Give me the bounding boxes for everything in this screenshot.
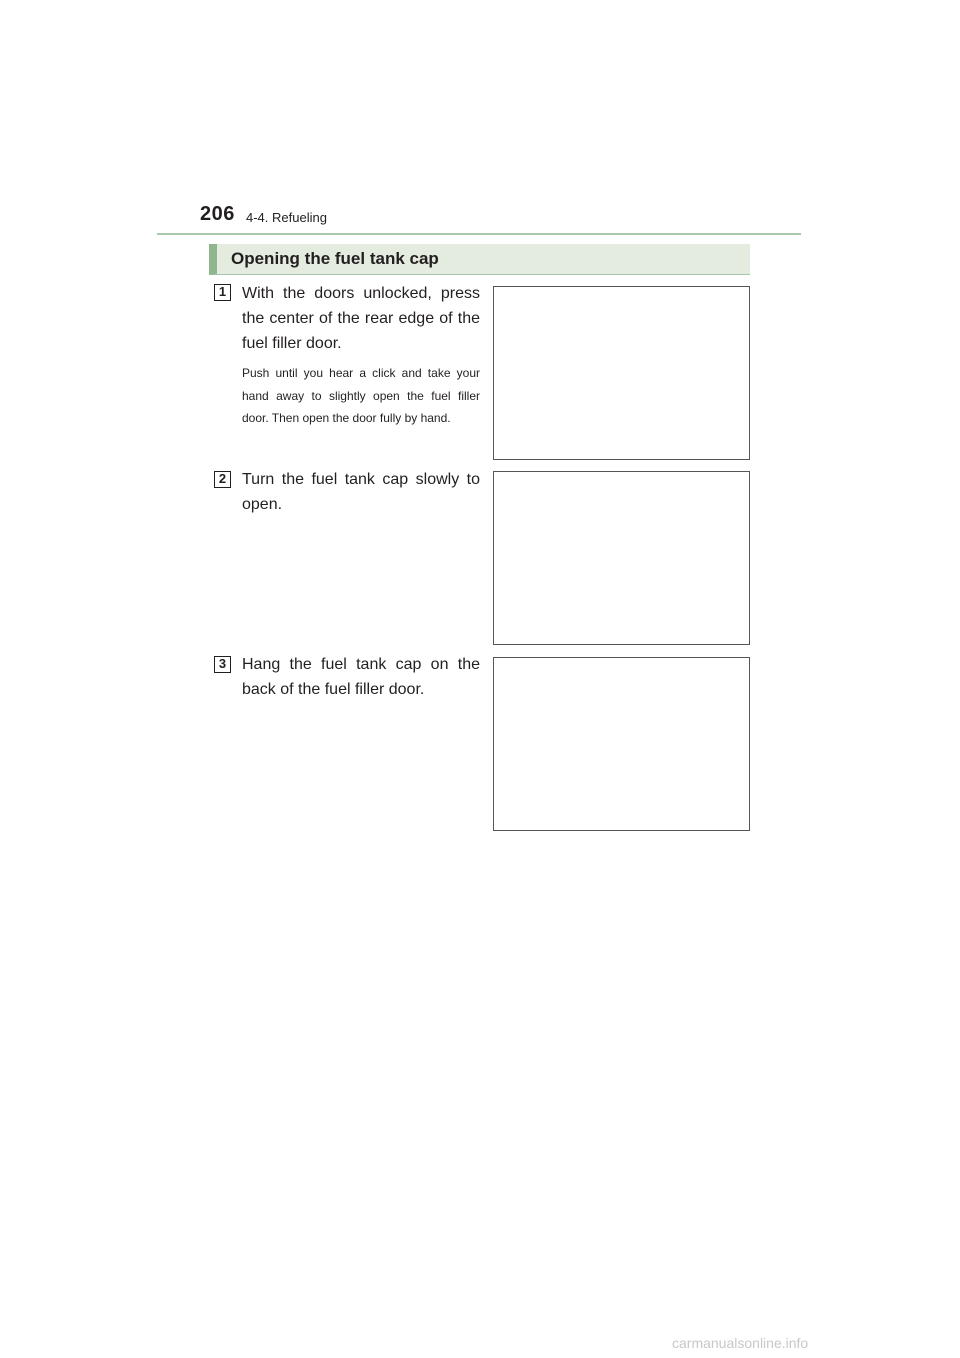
step-1-text: With the doors unlocked, press the center of the rear edge of the fuel filler door. [242,285,480,352]
watermark: carmanualsonline.info [672,1335,809,1351]
step-number-1: 1 [214,284,231,301]
step-2-figure [493,471,750,645]
step-number-3: 3 [214,656,231,673]
step-number-2: 2 [214,471,231,488]
step-1-figure [493,286,750,460]
step-3-figure [493,657,750,831]
step-2-text: Turn the fuel tank cap slowly to open. [242,471,480,513]
header-rule [157,233,801,235]
section-label: 4-4. Refueling [246,210,327,225]
step-1-note: Push until you hear a click and take your hand away to slightly open the fuel filler door. Then open the door fully by hand. [242,366,480,425]
section-heading: Opening the fuel tank cap [231,249,439,268]
step-3-text: Hang the fuel tank cap on the back of the fuel filler door. [242,656,480,698]
page-number: 206 [200,203,235,225]
section-heading-bar [209,244,750,275]
